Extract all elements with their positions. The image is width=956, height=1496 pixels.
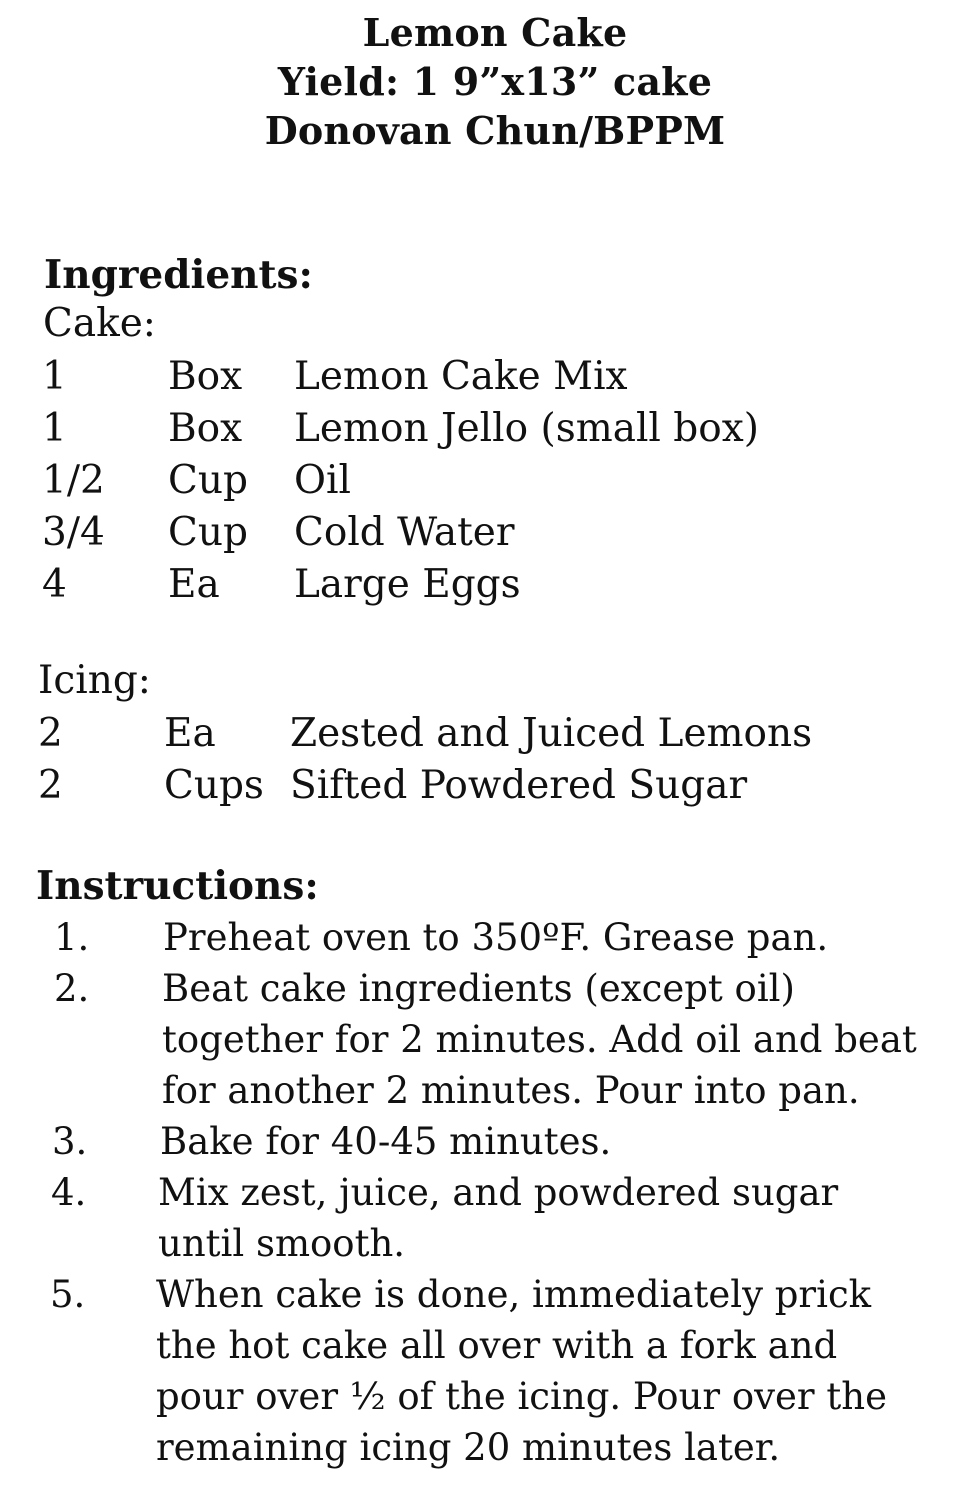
ingredient-row <box>42 507 902 559</box>
instructions-heading: Instructions: <box>36 863 319 909</box>
ingredient-unit: Ea <box>168 562 220 607</box>
ingredient-quantity: 2 <box>38 763 63 808</box>
ingredient-name: Sifted Powdered Sugar <box>290 763 748 808</box>
step-number: 3. <box>52 1120 88 1163</box>
recipe-header <box>0 8 956 155</box>
ingredient-name: Zested and Juiced Lemons <box>290 711 813 756</box>
ingredient-unit: Cups <box>164 763 264 808</box>
step-text: Beat cake ingredients (except oil) together for 2 minutes. Add oil and beat for another 2 minutes. Pour into pan. <box>162 967 917 1112</box>
recipe-yield: Yield: 1 9”x13” cake <box>277 59 713 104</box>
step-text: When cake is done, immediately prick the hot cake all over with a fork and pour over ½ of the icing. Pour over the remaining icing 20 minutes later. <box>156 1273 887 1469</box>
ingredient-unit: Box <box>168 406 243 451</box>
ingredient-row <box>38 708 898 760</box>
ingredient-quantity: 1 <box>42 406 67 451</box>
ingredient-row <box>42 559 902 611</box>
step-text: Preheat oven to 350ºF. Grease pan. <box>163 916 829 959</box>
ingredient-row <box>42 455 902 507</box>
ingredient-quantity: 1/2 <box>42 458 105 503</box>
step-number: 1. <box>54 916 90 959</box>
ingredient-name: Lemon Jello (small box) <box>294 406 759 451</box>
cake-ingredient-list <box>42 351 902 611</box>
ingredient-name: Cold Water <box>294 510 515 555</box>
step-text: Bake for 40-45 minutes. <box>160 1120 612 1163</box>
ingredient-unit: Cup <box>168 510 248 555</box>
cake-subheading: Cake: <box>43 301 156 346</box>
step-number: 2. <box>54 967 90 1010</box>
ingredients-heading: Ingredients: <box>44 252 313 298</box>
ingredient-name: Lemon Cake Mix <box>294 354 628 399</box>
ingredient-unit: Ea <box>164 711 216 756</box>
step-text: Mix zest, juice, and powdered sugar until smooth. <box>158 1171 839 1265</box>
ingredient-quantity: 1 <box>42 354 67 399</box>
ingredient-name: Oil <box>294 458 351 503</box>
step-number: 5. <box>50 1273 86 1316</box>
recipe-title: Lemon Cake <box>362 10 628 55</box>
ingredient-unit: Cup <box>168 458 248 503</box>
icing-subheading: Icing: <box>38 658 151 703</box>
ingredient-quantity: 3/4 <box>42 510 105 555</box>
ingredient-name: Large Eggs <box>294 562 521 607</box>
step-number: 4. <box>51 1171 87 1214</box>
icing-ingredient-list <box>38 708 898 812</box>
recipe-author: Donovan Chun/BPPM <box>264 108 726 153</box>
ingredient-row <box>42 403 902 455</box>
ingredient-quantity: 2 <box>38 711 63 756</box>
ingredient-unit: Box <box>168 354 243 399</box>
ingredient-row <box>42 351 902 403</box>
ingredient-row <box>38 760 898 812</box>
ingredient-quantity: 4 <box>42 562 67 607</box>
